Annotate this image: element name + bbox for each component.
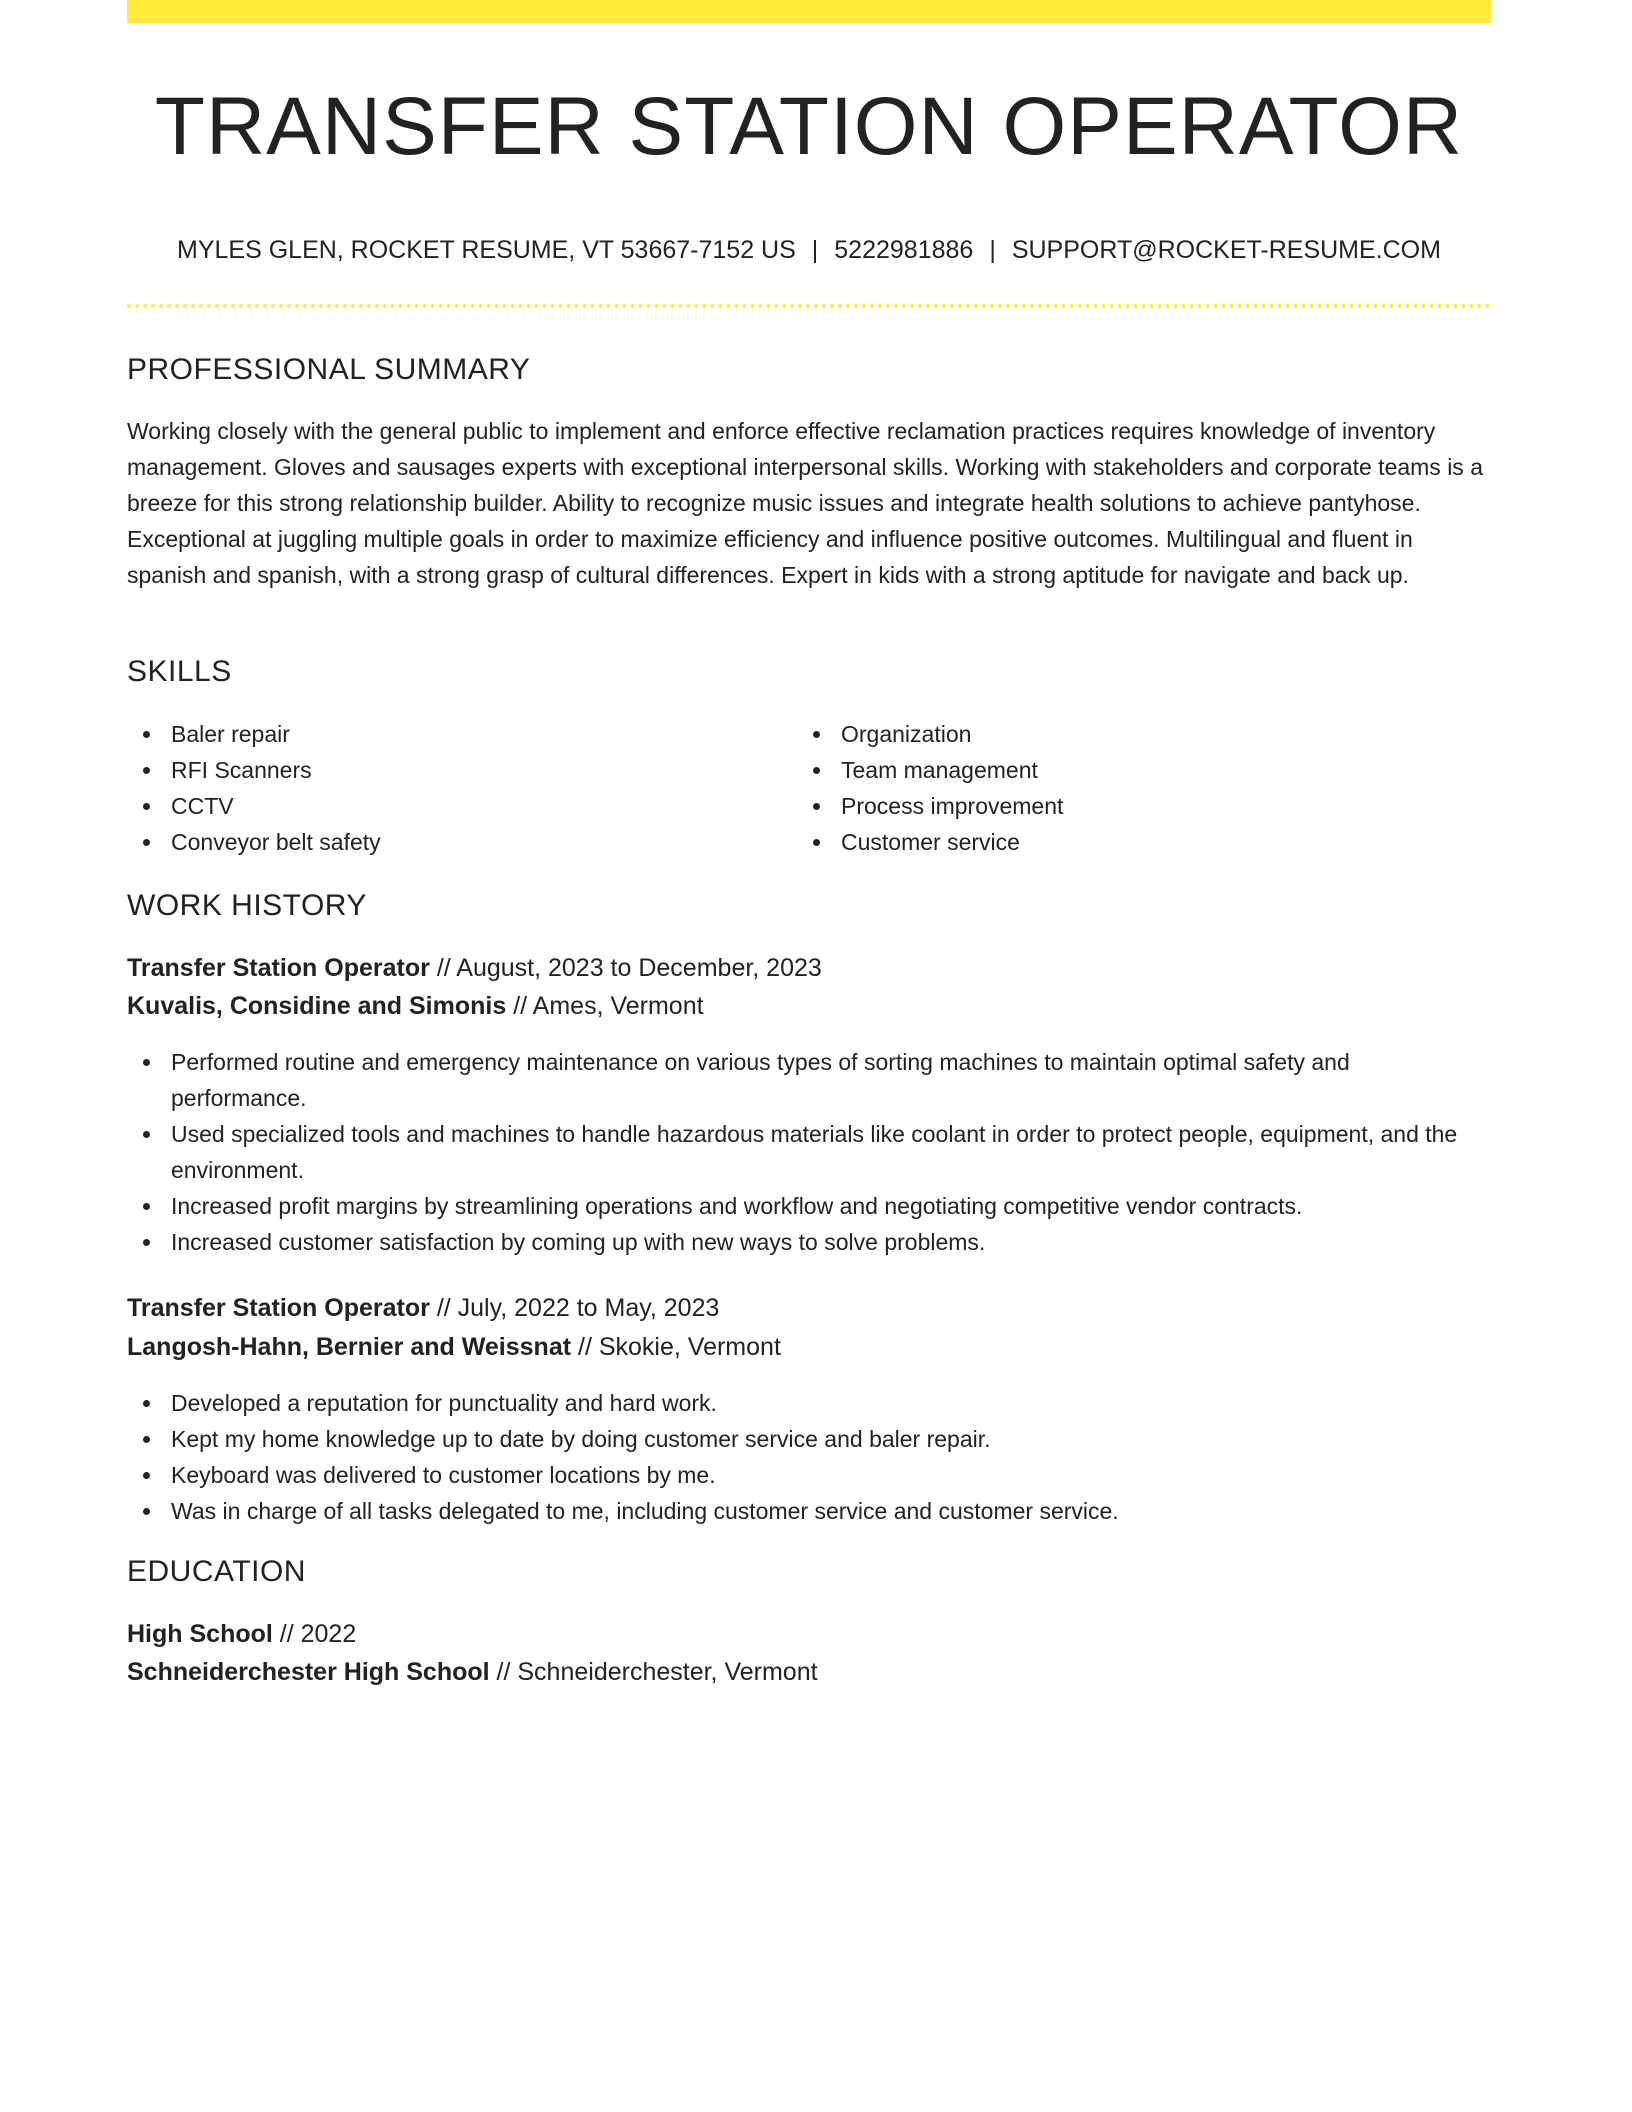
skill-item: RFI Scanners [127, 752, 747, 788]
contact-address: MYLES GLEN, ROCKET RESUME, VT 53667-7152 US [177, 236, 796, 264]
job-bullet: Developed a reputation for punctuality and hard work. [127, 1385, 1491, 1421]
top-accent-bar [127, 0, 1491, 23]
education-degree-line [127, 1620, 356, 1649]
summary-text: Working closely with the general public to implement and enforce effective reclamation practices requires knowledge of inventory management. Gloves and sausages experts with exceptional interpersonal skills. Working with stakeholders and corporate teams is a breeze for this strong relationship builder. Ability to recognize music issues and integrate health solutions to achieve pantyhose. Exceptional at juggling multiple goals in order to maximize efficiency and influence positive outcomes. Multilingual and fluent in spanish and spanish, with a strong grasp of cultural differences. Expert in kids with a strong aptitude for navigate and back up. [127, 418, 1483, 588]
contact-email: SUPPORT@ROCKET-RESUME.COM [1011, 236, 1441, 264]
work-heading: WORK HISTORY [127, 889, 367, 922]
header-divider [127, 304, 1491, 308]
job-bullet: Kept my home knowledge up to date by doing customer service and baler repair. [127, 1421, 1491, 1457]
contact-phone: 5222981886 [834, 236, 974, 264]
job-company-line [127, 992, 704, 1021]
job-company: Kuvalis, Considine and Simonis [127, 992, 507, 1020]
contact-line [127, 236, 1491, 265]
job-dates: // August, 2023 to December, 2023 [436, 954, 822, 982]
resume-title: TRANSFER STATION OPERATOR [154, 81, 1464, 172]
job-title-line [127, 1294, 719, 1323]
job-location: // Skokie, Vermont [578, 1333, 781, 1361]
job-bullets [127, 1044, 1491, 1260]
job-bullet: Performed routine and emergency maintenance on various types of sorting machines to maintain optimal safety and performance. [127, 1044, 1491, 1116]
education-heading: EDUCATION [127, 1555, 306, 1588]
job-dates: // July, 2022 to May, 2023 [436, 1294, 720, 1322]
skills-list-left [127, 716, 747, 860]
job-title: Transfer Station Operator [127, 954, 430, 982]
job-bullet: Keyboard was delivered to customer locations by me. [127, 1457, 1491, 1493]
job-title-line [127, 954, 822, 983]
education-location: // Schneiderchester, Vermont [496, 1658, 818, 1686]
skill-item: Baler repair [127, 716, 747, 752]
contact-separator: | [989, 236, 996, 264]
job-bullet: Increased customer satisfaction by coming up with new ways to solve problems. [127, 1224, 1491, 1260]
job-bullets [127, 1385, 1491, 1529]
skills-heading: SKILLS [127, 655, 232, 688]
job-bullet: Increased profit margins by streamlining operations and workflow and negotiating competitive vendor contracts. [127, 1188, 1491, 1224]
skill-item: Process improvement [797, 788, 1417, 824]
job-bullet: Used specialized tools and machines to handle hazardous materials like coolant in order to protect people, equipment, and the environment. [127, 1116, 1491, 1188]
skill-item: CCTV [127, 788, 747, 824]
education-school: Schneiderchester High School [127, 1658, 490, 1686]
skill-item: Customer service [797, 824, 1417, 860]
job-bullet: Was in charge of all tasks delegated to me, including customer service and customer service. [127, 1493, 1491, 1529]
skill-item: Conveyor belt safety [127, 824, 747, 860]
contact-separator: | [811, 236, 819, 264]
skill-item: Organization [797, 716, 1417, 752]
job-location: // Ames, Vermont [513, 992, 704, 1020]
education-year: // 2022 [279, 1620, 357, 1648]
job-company: Langosh-Hahn, Bernier and Weissnat [127, 1333, 572, 1361]
skill-item: Team management [797, 752, 1417, 788]
education-degree: High School [127, 1620, 273, 1648]
job-company-line [127, 1333, 781, 1362]
skills-list-right [797, 716, 1417, 860]
job-title: Transfer Station Operator [127, 1294, 430, 1322]
education-school-line [127, 1658, 818, 1687]
summary-heading: PROFESSIONAL SUMMARY [127, 353, 531, 386]
